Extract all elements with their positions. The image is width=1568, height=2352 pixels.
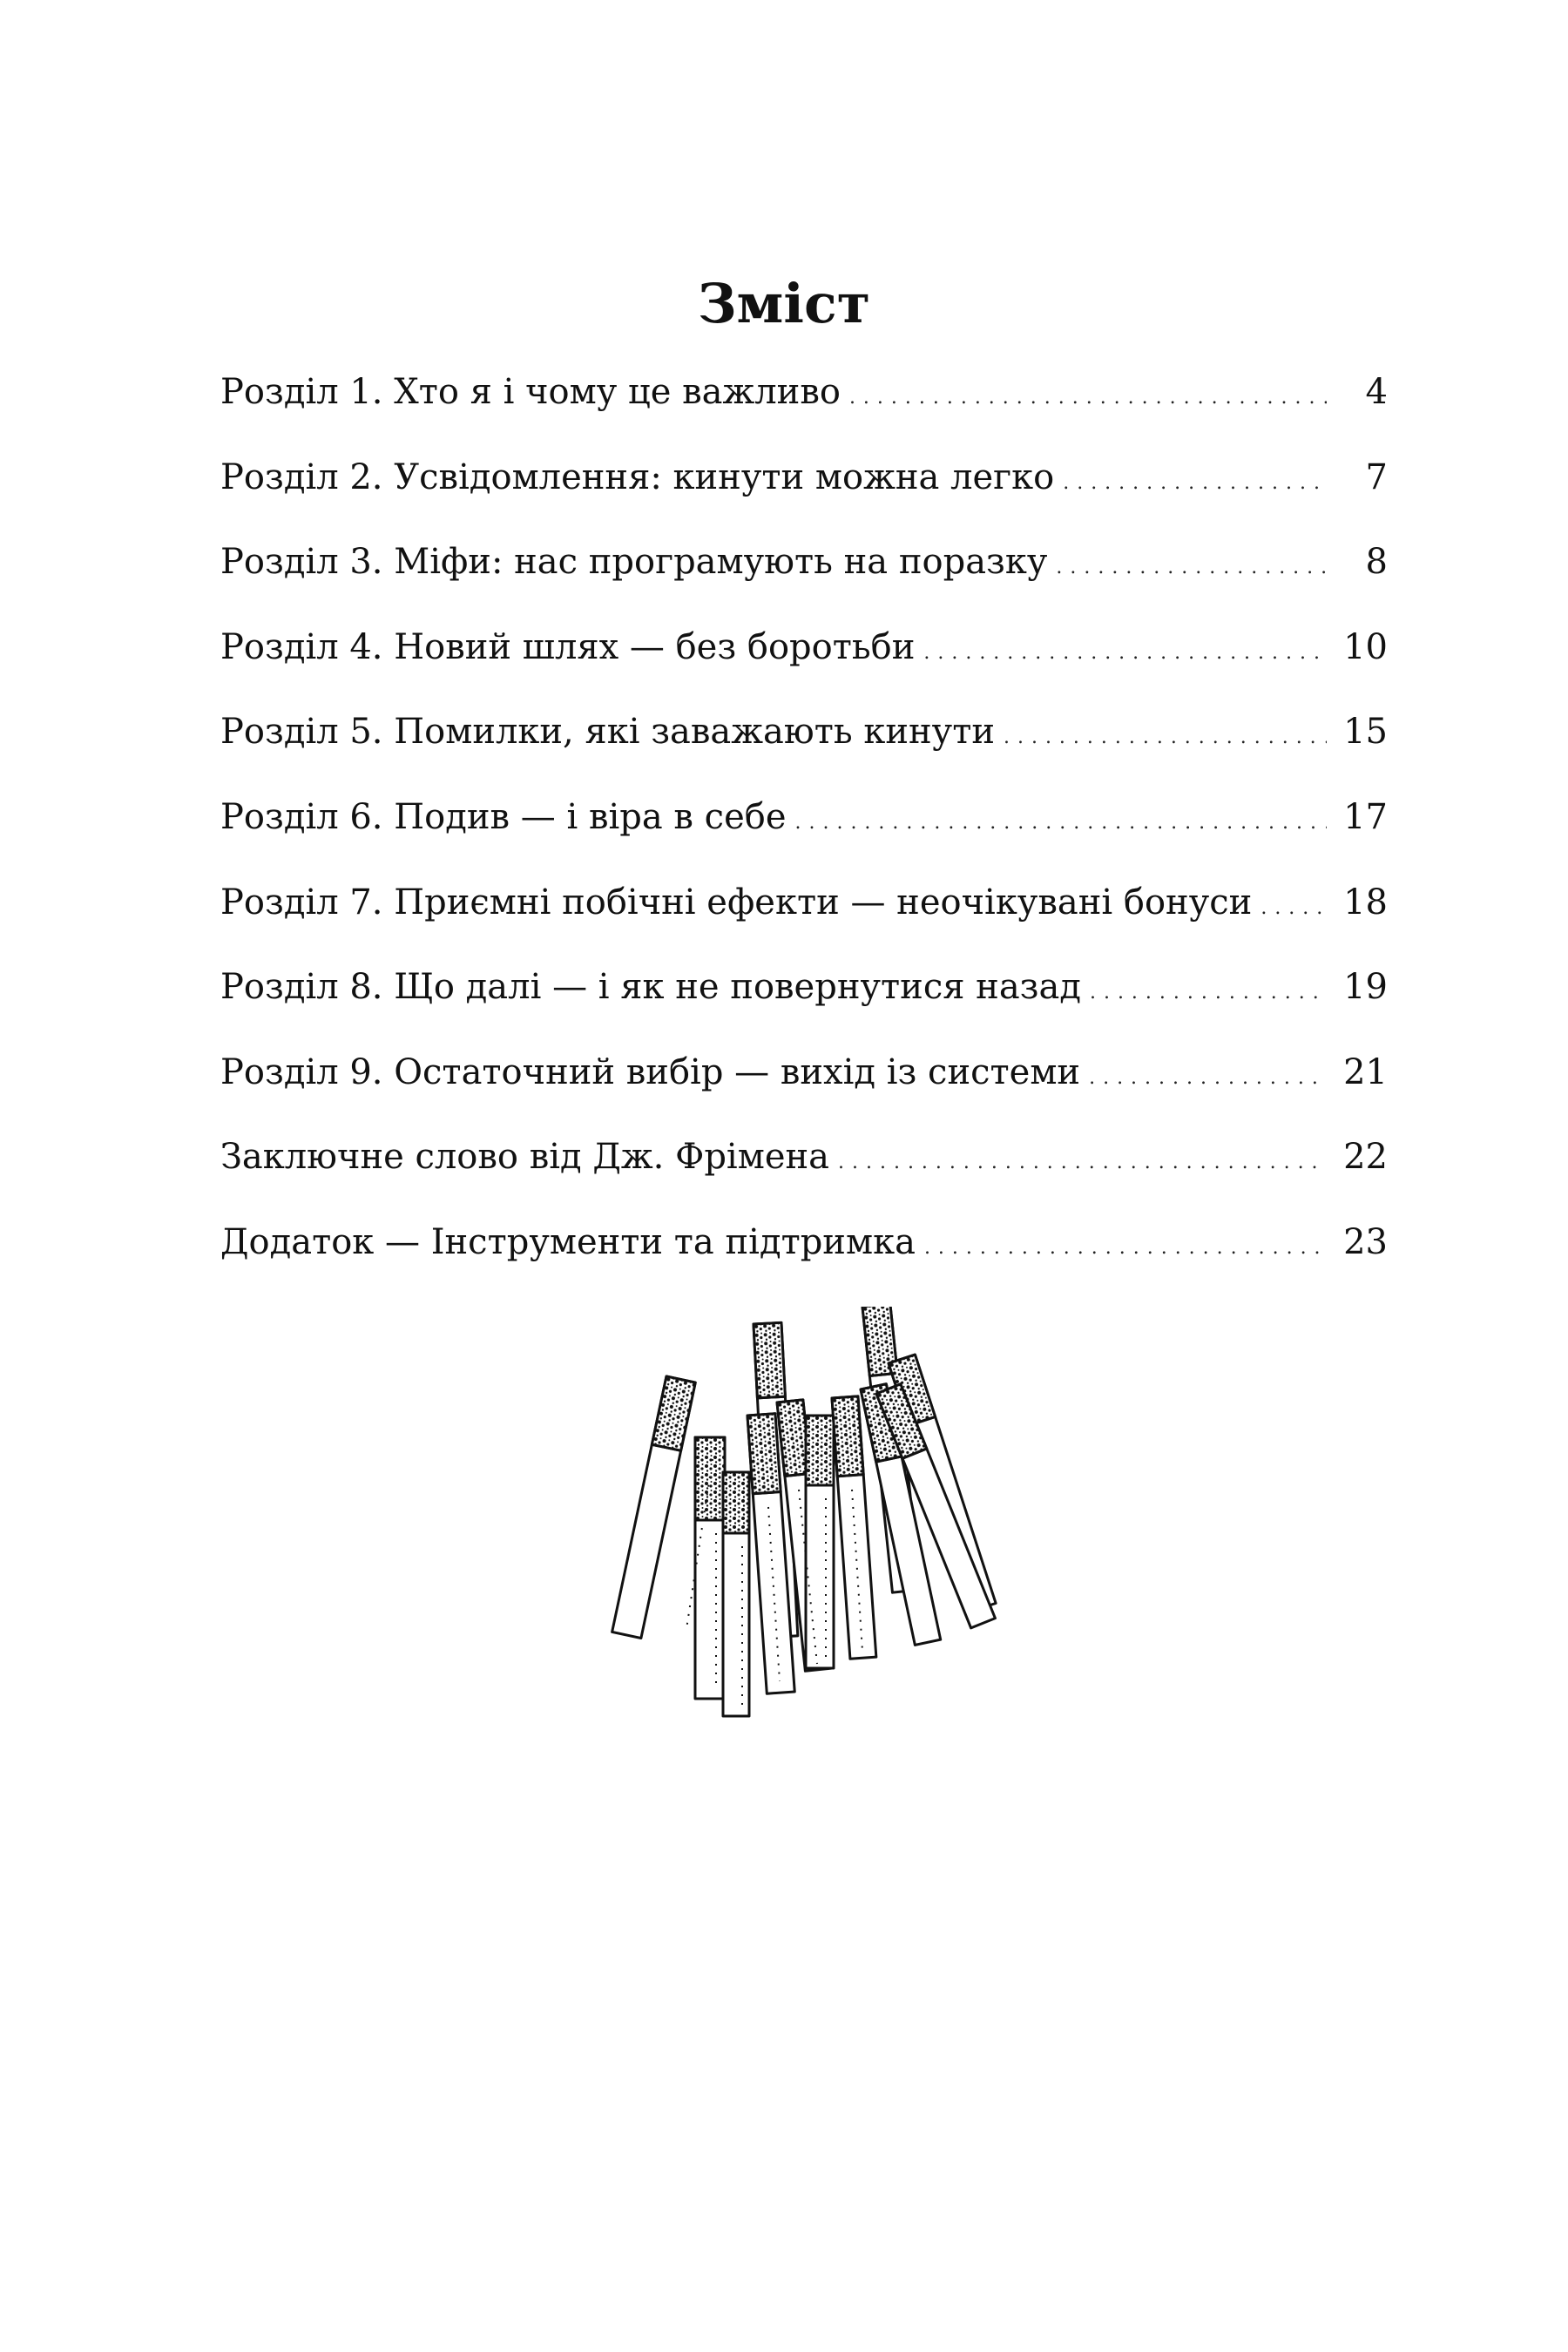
toc-entry-page: 23 <box>1343 1221 1388 1262</box>
toc-entry-page: 18 <box>1343 882 1388 923</box>
toc-entry-title: Розділ 4. Новий шлях — без боротьби <box>220 626 916 667</box>
table-of-contents <box>220 372 1388 1310</box>
toc-entry-page: 22 <box>1343 1137 1388 1178</box>
toc-entry-page: 19 <box>1343 967 1388 1008</box>
toc-entry-page: 4 <box>1365 372 1388 412</box>
toc-entry-title: Розділ 7. Приємні побічні ефекти — неочікувані бонуси <box>220 882 1253 923</box>
page-title: Зміст <box>697 272 871 335</box>
toc-dot-leader <box>1063 460 1327 495</box>
toc-dot-leader <box>923 630 1327 665</box>
toc-dot-leader <box>795 800 1328 835</box>
toc-entry[interactable] <box>220 544 1388 630</box>
toc-entry-page: 8 <box>1365 542 1388 583</box>
toc-entry-title: Розділ 8. Що далі — і як не повернутися назад <box>220 967 1081 1008</box>
toc-entry-title: Розділ 1. Хто я і чому це важливо <box>220 372 841 412</box>
toc-entry-page: 7 <box>1365 456 1388 497</box>
toc-entry[interactable] <box>220 1139 1388 1225</box>
cigarettes-illustration-icon <box>584 1307 1002 1760</box>
toc-dot-leader <box>849 375 1327 409</box>
toc-entry[interactable] <box>220 1051 1388 1140</box>
toc-entry[interactable] <box>220 1221 1388 1310</box>
toc-entry-page: 10 <box>1343 626 1388 667</box>
toc-dot-leader <box>1056 544 1327 579</box>
toc-dot-leader <box>1090 970 1327 1004</box>
toc-entry-title: Розділ 5. Помилки, які заважають кинути <box>220 712 995 753</box>
toc-entry[interactable] <box>220 967 1388 1055</box>
toc-entry[interactable] <box>220 456 1388 545</box>
toc-entry-title: Заключне слово від Дж. Фрімена <box>220 1137 830 1178</box>
toc-entry[interactable] <box>220 796 1388 885</box>
toc-entry[interactable] <box>220 626 1388 715</box>
toc-entry[interactable] <box>220 882 1388 970</box>
toc-entry-page: 21 <box>1343 1051 1388 1092</box>
toc-entry[interactable] <box>220 372 1388 460</box>
toc-entry-title: Розділ 9. Остаточний вибір — вихід із системи <box>220 1051 1081 1092</box>
toc-dot-leader <box>1089 1055 1327 1090</box>
toc-entry-title: Розділ 6. Подив — і віра в себе <box>220 796 787 837</box>
toc-entry-title: Додаток — Інструменти та підтримка <box>220 1221 916 1262</box>
toc-dot-leader <box>1004 714 1327 749</box>
toc-entry[interactable] <box>220 714 1388 800</box>
toc-dot-leader <box>838 1139 1327 1174</box>
toc-entry-title: Розділ 3. Міфи: нас програмують на поразку <box>220 542 1048 583</box>
toc-dot-leader <box>924 1225 1327 1260</box>
toc-entry-page: 15 <box>1343 712 1388 753</box>
toc-entry-page: 17 <box>1343 796 1388 837</box>
toc-dot-leader <box>1260 885 1327 920</box>
toc-entry-title: Розділ 2. Усвідомлення: кинути можна легко <box>220 456 1055 497</box>
